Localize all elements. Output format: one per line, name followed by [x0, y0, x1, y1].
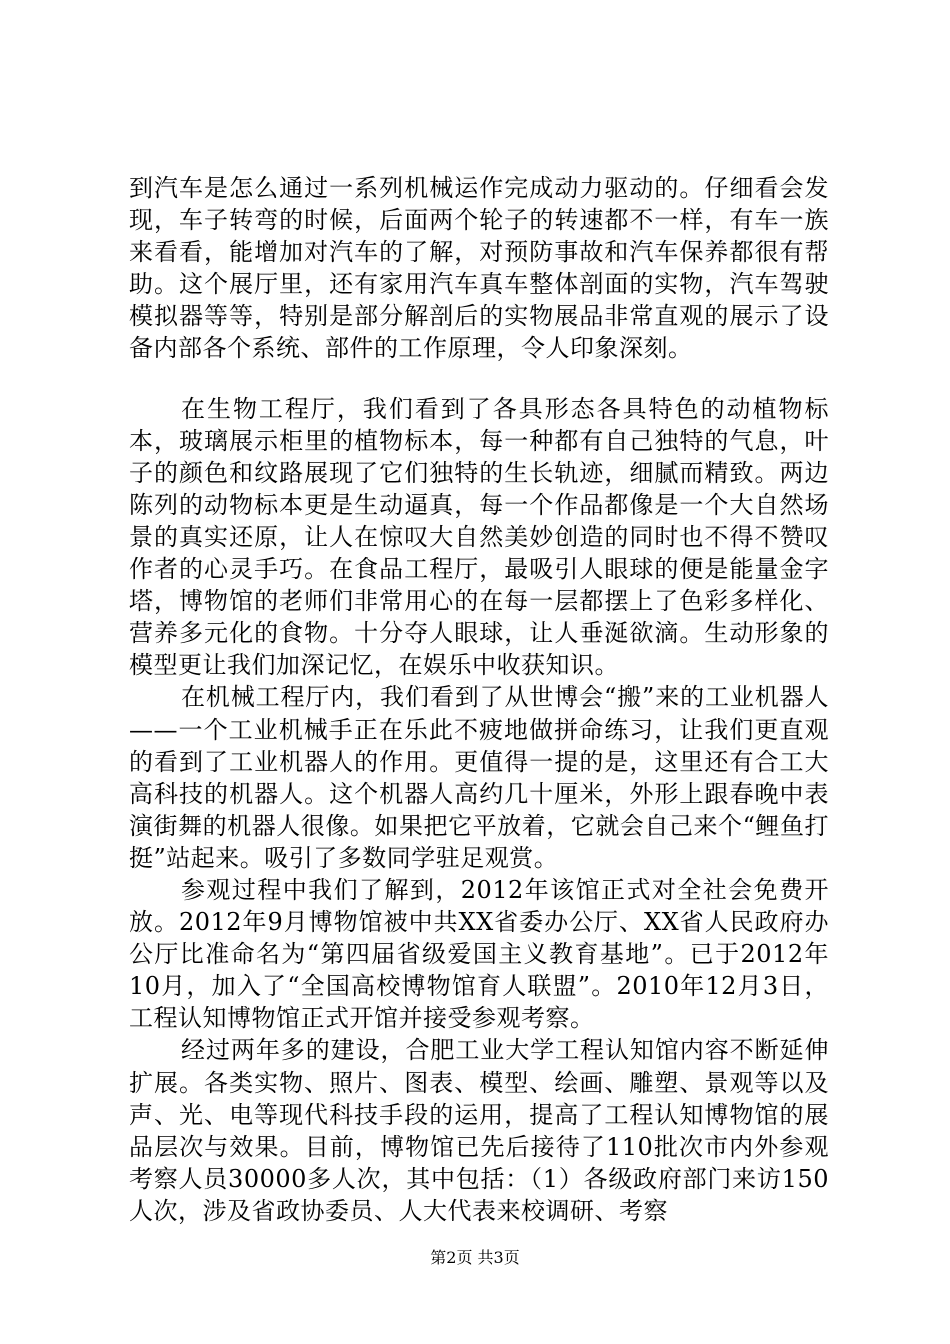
- paragraph-museum-development: 经过两年多的建设，合肥工业大学工程认知馆内容不断延伸扩展。各类实物、照片、图表、模型、绘画、雕塑、景观等以及声、光、电等现代科技手段的运用，提高了工程认知博物馆的展品层次与效果。目前，博物馆已先后接待了110批次市内外参观考察人员30000多人次，其中包括：（1）各级政府部门来访150人次，涉及省政协委员、人大代表来校调研、考察: [129, 1036, 829, 1225]
- paragraph-biology-food-hall: 在生物工程厅，我们看到了各具形态各具特色的动植物标本，玻璃展示柜里的植物标本，每一种都有自己独特的气息，叶子的颜色和纹路展现了它们独特的生长轨迹，细腻而精致。两边陈列的动物标本更是生动逼真，每一个作品都像是一个大自然场景的真实还原，让人在惊叹大自然美妙创造的同时也不得不赞叹作者的心灵手巧。在食品工程厅，最吸引人眼球的便是能量金字塔，博物馆的老师们非常用心的在每一层都摆上了色彩多样化、营养多元化的食物。十分夺人眼球，让人垂涎欲滴。生动形象的模型更让我们加深记忆，在娱乐中收获知识。: [129, 394, 829, 680]
- paragraph-mechanical-hall: 在机械工程厅内，我们看到了从世博会“搬”来的工业机器人——一个工业机械手正在乐此不疲地做拼命练习，让我们更直观的看到了工业机器人的作用。更值得一提的是，这里还有合工大高科技的机器人。这个机器人高约几十厘米，外形上跟春晚中表演街舞的机器人很像。如果把它平放着，它就会自己来个“鲤鱼打挺”站起来。吸引了多数同学驻足观赏。: [129, 683, 829, 872]
- page-number-footer: 第2页 共3页: [430, 1248, 520, 1267]
- paragraph-automotive-hall: 到汽车是怎么通过一系列机械运作完成动力驱动的。仔细看会发现，车子转弯的时候，后面两个轮子的转速都不一样，有车一族来看看，能增加对汽车的了解，对预防事故和汽车保养都很有帮助。这个展厅里，还有家用汽车真车整体剖面的实物，汽车驾驶模拟器等等，特别是部分解剖后的实物展品非常直观的展示了设备内部各个系统、部件的工作原理，令人印象深刻。: [129, 174, 829, 363]
- document-body: [129, 172, 829, 1227]
- paragraph-museum-history: 参观过程中我们了解到，2012年该馆正式对全社会免费开放。2012年9月博物馆被中共XX省委办公厅、XX省人民政府办公厅比准命名为“第四届省级爱国主义教育基地”。已于2012年10月，加入了“全国高校博物馆育人联盟”。2010年12月3日，工程认知博物馆正式开馆并接受参观考察。: [129, 875, 829, 1033]
